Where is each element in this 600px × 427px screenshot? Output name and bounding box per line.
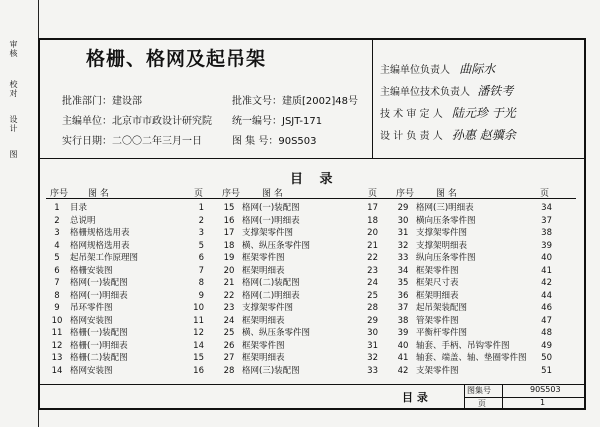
toc-row-page: 31 [367,340,378,351]
toc-row-page: 46 [541,303,552,313]
toc-row [394,277,552,290]
toc-row-page: 18 [367,215,378,226]
header-divider-vertical [372,38,373,158]
toc-row-number: 25 [223,328,235,338]
toc-row-number: 19 [223,253,235,263]
unified-no-label: 统一编号： [232,116,282,127]
editor-unit-value: 北京市市政设计研究院 [112,116,212,127]
toc-row-number: 16 [223,215,235,226]
toc-row-number: 3 [54,228,60,238]
toc-row-page: 15 [193,353,204,363]
toc-col3-page-header: 页 [540,189,550,199]
toc-row-page: 21 [367,240,378,251]
toc-row [48,265,204,278]
toc-row [48,352,204,365]
responsible-reviewer [380,104,516,121]
toc-row-number: 28 [223,365,235,376]
toc-row-number: 7 [54,278,60,288]
toc-row [220,365,378,378]
toc-row-number: 8 [54,290,60,301]
signature: 陆元珍 于光 [451,106,516,120]
toc-row-title: 格网(二)明细表 [242,290,300,301]
title-block-page-label: 页 [478,399,486,408]
toc-row-title: 格网(三)明细表 [416,203,474,213]
toc-row-page: 39 [541,240,552,251]
toc-row-number: 33 [397,253,409,263]
toc-row-number: 26 [223,340,235,351]
unified-no-value: JSJT-171 [282,116,323,127]
toc-col1-title-header: 图 名 [88,189,109,199]
toc-row [48,252,204,265]
toc-col2-page-header: 页 [368,189,378,199]
toc-row-page: 33 [367,365,378,376]
toc-row [220,352,378,365]
toc-row [394,315,552,328]
toc-row-title: 吊环零件图 [70,303,113,313]
toc-row-title: 框架明细表 [242,315,285,326]
toc-row-title: 格栅安装图 [70,265,113,276]
toc-row-page: 51 [541,365,552,376]
document-title: 格栅、格网及起吊架 [86,48,267,70]
toc-row-number: 30 [397,215,409,226]
toc-row-number: 40 [397,340,409,351]
toc-row-page: 8 [198,278,204,288]
toc-row-title: 格网(一)明细表 [242,215,300,226]
toc-row-page: 22 [367,253,378,263]
toc-row-number: 9 [54,303,60,313]
toc-row-title: 格网规格选用表 [70,240,130,251]
toc-row-title: 格网(一)明细表 [70,290,128,301]
unified-no [232,112,322,127]
toc-row-number: 21 [223,278,235,288]
toc-row [48,240,204,253]
atlas-no-value: 90S503 [278,136,317,147]
title-block-page-value: 1 [540,398,546,407]
toc-row-page: 30 [367,328,378,338]
toc-row [48,215,204,228]
approval-dept [62,92,142,107]
effective-date-value: 二〇〇二年三月一日 [112,136,202,147]
responsible-role: 技 术 审 定 人 [380,109,443,120]
toc-row-page: 50 [541,353,552,363]
toc-row-page: 1 [198,203,204,213]
toc-row-page: 17 [367,203,378,213]
toc-row-title: 框架明细表 [416,290,459,301]
toc-row-title: 横向压条零件图 [416,215,476,226]
toc-row-page: 48 [541,328,552,338]
toc-row-number: 27 [223,353,235,363]
title-block-top-rule [38,384,586,385]
toc-row-title: 横、纵压条零件图 [242,328,311,338]
toc-row-number: 34 [397,265,409,276]
effective-date-label: 实行日期： [62,136,112,147]
toc-row [394,252,552,265]
toc-row [48,340,204,353]
toc-col3-title-header: 图 名 [436,189,457,199]
toc-row-number: 22 [223,290,235,301]
toc-row-number: 13 [51,353,63,363]
responsible-role: 设 计 负 责 人 [380,131,443,142]
toc-row-page: 47 [541,315,552,326]
toc-row-title: 起吊架装配图 [416,303,468,313]
toc-row-page: 37 [541,215,552,226]
toc-row-number: 24 [223,315,235,326]
header-divider-horizontal [38,158,586,159]
toc-row-title: 格网安装图 [70,365,113,376]
toc-row-number: 35 [397,278,409,288]
toc-row-title: 起吊架工作原理图 [70,253,139,263]
toc-row-number: 14 [51,365,63,376]
toc-row-title: 框架明细表 [242,265,285,276]
toc-row-number: 4 [54,240,60,251]
editor-unit [62,112,212,127]
toc-row-number: 18 [223,240,235,251]
toc-row [220,327,378,340]
signature: 曲际水 [459,62,496,76]
toc-row-page: 40 [541,253,552,263]
signature: 孙惠 赵骥余 [451,128,516,142]
toc-row-number: 11 [51,328,63,338]
toc-row-title: 格网(一)装配图 [242,203,300,213]
toc-row-page: 49 [541,340,552,351]
toc-row [394,202,552,215]
toc-row [394,352,552,365]
toc-row-title: 总说明 [70,215,96,226]
toc-row-title: 格栅(一)明细表 [70,340,128,351]
toc-row [394,340,552,353]
toc-row [394,227,552,240]
toc-row-page: 25 [367,290,378,301]
toc-row [220,265,378,278]
toc-row [220,202,378,215]
toc-row-number: 36 [397,290,409,301]
atlas-no [232,132,317,147]
toc-row-title: 支架零件图 [416,365,459,376]
toc-row [220,277,378,290]
toc-row-title: 框架零件图 [242,253,285,263]
toc-row [48,365,204,378]
toc-row [48,290,204,303]
toc-row-title: 目录 [70,203,88,213]
toc-row-page: 9 [198,290,204,301]
toc-row-title: 框架零件图 [416,265,459,276]
toc-row-title: 格网(三)装配图 [242,365,300,376]
toc-row-title: 平衡杆零件图 [416,328,468,338]
binding-label-check: 校对 [9,80,18,98]
toc-row-number: 41 [397,353,409,363]
toc-row-page: 3 [198,228,204,238]
toc-row-title: 支撑架零件图 [242,303,294,313]
toc-row-number: 1 [54,203,60,213]
toc-row [220,302,378,315]
toc-row [220,315,378,328]
approval-dept-label: 批准部门： [62,96,112,107]
toc-row-title: 纵向压条零件图 [416,253,476,263]
toc-row-page: 38 [541,228,552,238]
toc-col2-title-header: 图 名 [262,189,283,199]
toc-row-number: 23 [223,303,235,313]
toc-row [394,215,552,228]
toc-row-page: 41 [541,265,552,276]
toc-row [394,365,552,378]
responsible-chief-unit [380,60,495,77]
toc-row-title: 支撑架明细表 [416,240,468,251]
toc-row-number: 42 [397,365,409,376]
toc-header-rule [46,198,576,199]
toc-heading: 目 录 [290,172,339,187]
toc-row-page: 42 [541,278,552,288]
approval-no-label: 批准文号： [232,96,282,107]
responsible-role: 主编单位技术负责人 [380,87,470,98]
editor-unit-label: 主编单位： [62,116,112,127]
toc-col3-no-header: 序号 [396,189,415,199]
toc-col1-page-header: 页 [194,189,204,199]
binding-strip [0,0,39,427]
toc-row-page: 20 [367,228,378,238]
toc-row [220,290,378,303]
toc-row-title: 格栅(一)装配图 [70,328,128,338]
toc-row [48,327,204,340]
toc-row-number: 39 [397,328,409,338]
toc-row [48,277,204,290]
toc-row-page: 11 [193,315,204,326]
toc-row-number: 2 [54,215,60,226]
responsible-designer [380,126,516,143]
toc-row-page: 34 [541,203,552,213]
toc-row-number: 37 [397,303,409,313]
toc-row-number: 32 [397,240,409,251]
toc-row [394,240,552,253]
toc-row-number: 5 [54,253,60,263]
binding-label-design: 设计 [9,115,18,133]
toc-row-page: 23 [367,265,378,276]
responsible-chief-tech [380,82,513,99]
approval-no-value: 建质[2002]48号 [282,96,358,107]
toc-row-page: 10 [193,303,204,313]
toc-row-number: 29 [397,203,409,213]
atlas-no-label: 图 集 号： [232,136,279,147]
toc-row-page: 2 [198,215,204,226]
toc-row [394,290,552,303]
toc-row-number: 31 [397,228,409,238]
toc-row-page: 7 [198,265,204,276]
toc-row-title: 格栅规格选用表 [70,228,130,238]
toc-row-number: 12 [51,340,63,351]
toc-row-number: 20 [223,265,235,276]
toc-row-title: 格网(二)装配图 [242,278,300,288]
toc-row-page: 5 [198,240,204,251]
toc-row [220,340,378,353]
title-block-atlas-label: 图集号 [467,386,491,395]
toc-row [48,227,204,240]
binding-label-drawing: 图 [9,150,18,159]
toc-row-title: 支撑架零件图 [416,228,468,238]
toc-row-page: 28 [367,303,378,313]
toc-row-number: 15 [223,203,235,213]
toc-row-title: 格栅(二)装配图 [70,353,128,363]
toc-row-title: 轴套、端盖、轴、垫圈零件图 [416,353,527,363]
toc-row-number: 6 [54,265,60,276]
toc-row-page: 32 [367,353,378,363]
responsible-role: 主编单位负责人 [380,65,450,76]
toc-row [220,252,378,265]
toc-row-title: 格网(一)装配图 [70,278,128,288]
toc-row-page: 24 [367,278,378,288]
toc-row-page: 12 [193,328,204,338]
title-block-name: 目 录 [402,391,428,404]
toc-row [394,327,552,340]
toc-row [220,215,378,228]
toc-row-number: 10 [51,315,63,326]
signature: 潘铁考 [477,84,514,98]
approval-dept-value: 建设部 [112,96,142,107]
binding-label-review: 审核 [9,40,18,58]
toc-row-page: 16 [193,365,204,376]
toc-row [394,302,552,315]
toc-row-title: 框架明细表 [242,353,285,363]
toc-row-title: 框架尺寸表 [416,278,459,288]
toc-row-title: 管架零件图 [416,315,459,326]
toc-row-page: 6 [198,253,204,263]
toc-row [48,202,204,215]
toc-row-title: 轴套、手柄、吊钩零件图 [416,340,510,351]
toc-row-page: 14 [193,340,204,351]
toc-row-title: 横、纵压条零件图 [242,240,311,251]
title-block-atlas-value: 90S503 [530,385,561,394]
toc-row-number: 38 [397,315,409,326]
toc-row [220,227,378,240]
toc-row-page: 29 [367,315,378,326]
toc-row-title: 格网安装图 [70,315,113,326]
toc-row-page: 44 [541,290,552,301]
approval-no [232,92,358,107]
toc-row [48,302,204,315]
effective-date [62,132,202,147]
toc-row [48,315,204,328]
toc-row-title: 框架零件图 [242,340,285,351]
toc-row-title: 支撑架零件图 [242,228,294,238]
toc-col1-no-header: 序号 [50,189,69,199]
toc-row [394,265,552,278]
toc-col2-no-header: 序号 [222,189,241,199]
toc-row [220,240,378,253]
toc-row-number: 17 [223,228,235,238]
